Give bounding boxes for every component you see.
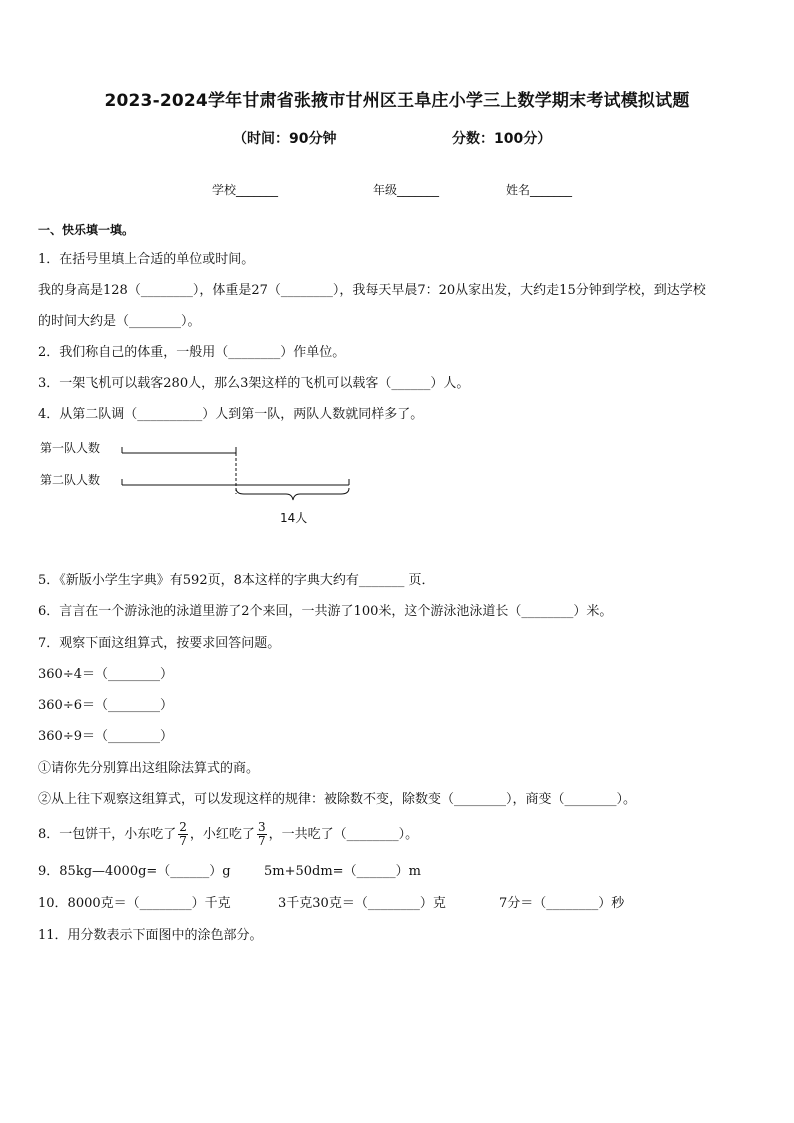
fraction-three-sevenths xyxy=(257,821,267,848)
q2: 2．我们称自己的体重，一般用（________）作单位。 xyxy=(38,345,346,360)
exam-score: 分数：100分） xyxy=(452,131,552,147)
q7-stem: 7．观察下面这组算式，按要求回答问题。 xyxy=(38,636,281,651)
q7-part1: ①请你先分别算出这组除法算式的商。 xyxy=(38,761,260,776)
q5: 5．《新版小学生字典》有592页，8本这样的字典大约有_______ 页． xyxy=(38,573,435,588)
q7-expr2: 360÷6＝（________） xyxy=(38,698,173,713)
q4-stem: 4．从第二队调（__________）人到第一队，两队人数就同样多了。 xyxy=(38,407,424,422)
brace-label: 14人 xyxy=(280,511,308,525)
q8 xyxy=(38,818,418,852)
difference-brace xyxy=(236,488,349,500)
q10-part1: 10．8000克＝（________）千克 xyxy=(38,896,231,911)
q9-part2: 5m+50dm=（______）m xyxy=(264,864,421,879)
q1-line2: 的时间大约是（________）。 xyxy=(38,314,201,329)
fraction-two-sevenths xyxy=(178,821,188,848)
team2-label: 第二队人数 xyxy=(40,473,101,487)
fraction1-numerator: 2 xyxy=(179,820,187,834)
team1-label: 第一队人数 xyxy=(40,441,101,455)
q10-part3: 7分＝（________）秒 xyxy=(499,896,625,911)
q9-part1: 9．85kg—4000g=（______）g xyxy=(38,864,231,879)
fraction2-denominator: 7 xyxy=(257,834,266,848)
q8-prefix: 8．一包饼干，小东吃了 xyxy=(38,827,177,842)
grade-field: 年级_______ xyxy=(373,183,440,197)
name-field: 姓名_______ xyxy=(506,183,573,197)
q7-expr3: 360÷9＝（________） xyxy=(38,729,173,744)
fraction1-denominator: 7 xyxy=(179,834,187,848)
q10-part2: 3千克30克＝（________）克 xyxy=(278,896,446,911)
q1-stem: 1．在括号里填上合适的单位或时间。 xyxy=(38,252,255,267)
q7-expr1: 360÷4＝（________） xyxy=(38,667,173,682)
exam-title: 2023-2024学年甘肃省张掖市甘州区王阜庄小学三上数学期末考试模拟试题 xyxy=(104,91,690,111)
team1-bar xyxy=(122,447,236,453)
q11: 11．用分数表示下面图中的涂色部分。 xyxy=(38,928,263,943)
fraction2-numerator: 3 xyxy=(257,820,266,834)
q6: 6．言言在一个游泳池的泳道里游了2个来回，一共游了100米，这个游泳池泳道长（________）米。 xyxy=(38,604,613,619)
q7-part2: ②从上往下观察这组算式，可以发现这样的规律：被除数不变，除数变（________），商变（________）。 xyxy=(38,792,637,807)
q1-line1: 我的身高是128（________），体重是27（________），我每天早晨7：20从家出发，大约走15分钟到学校，到达学校 xyxy=(38,283,706,298)
school-field: 学校_______ xyxy=(212,183,279,197)
q8-suffix: ，一共吃了（________）。 xyxy=(268,827,419,842)
q8-middle: ，小红吃了 xyxy=(189,827,255,842)
q3: 3．一架飞机可以载客280人，那么3架这样的飞机可以载客（______）人。 xyxy=(38,376,470,391)
team-comparison-diagram xyxy=(38,436,378,536)
exam-time: （时间：90分钟 xyxy=(233,131,337,147)
section-heading: 一、快乐填一填。 xyxy=(38,223,135,237)
